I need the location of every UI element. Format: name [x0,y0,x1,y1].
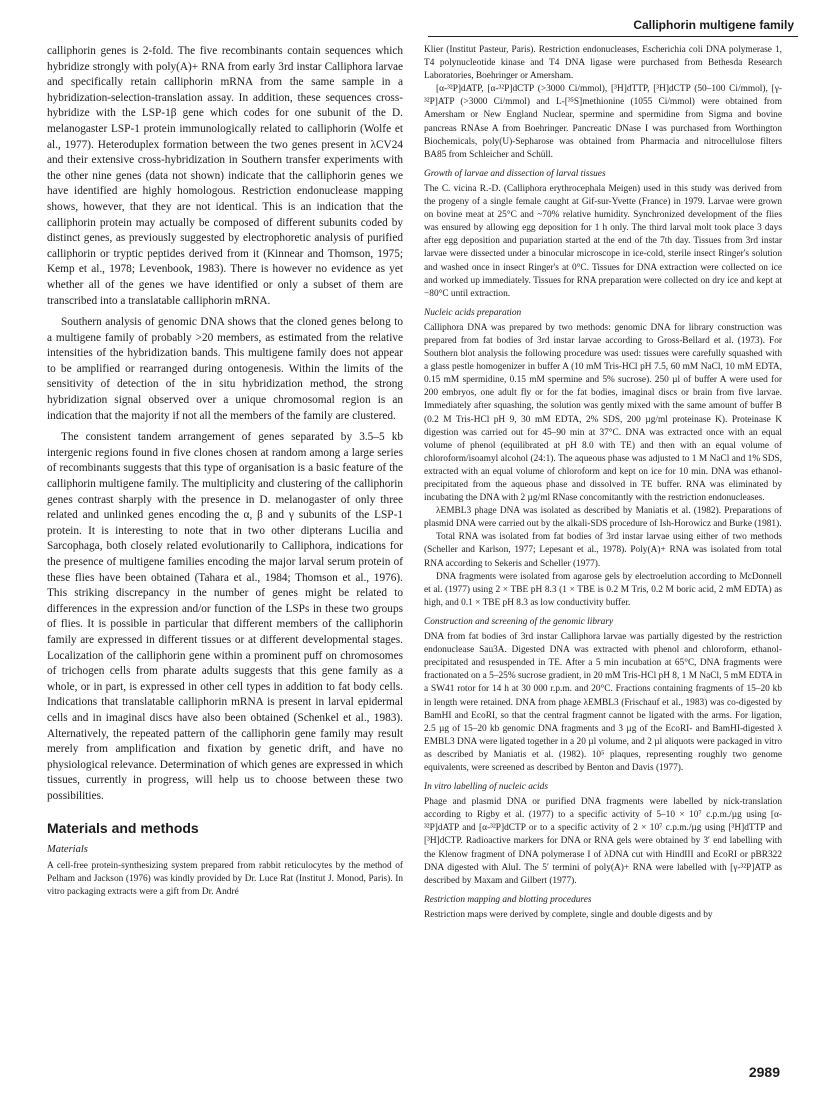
nucleic-paragraph-1: Calliphora DNA was prepared by two methods: genomic DNA for library construction was prepared from fat bodies of 3rd instar larvae according to Gross-Bellard et al. (1973). For Southern blot analysis the following procedure was used: tissues were carefully squashed with a glass pestle homogenizer in buffer A (10 mM Tris-HCl pH 7.5, 60 mM NaCl, 10 mM EDTA, 0.15 mM spermidine, 0.15 mM spermine and 5% sucrose). 250 µl of buffer A were used for 200 embryos, one adult fly or for the fat bodies, imaginal discs or brain from five larvae. Immediately after squashing, the solution was gently mixed with the same amount of buffer B (0.2 M Tris-HCl pH 9, 30 mM EDTA, 2% SDS, 200 µg/ml proteinase K). Proteinase K digestion was carried out for 45–90 min at 37°C. DNA was extracted once with an equal volume of phenol (equilibrated at pH 8.0 with TE) and then with an equal volume of chloroform/isoamyl alcohol (24:1). The aqueous phase was adjusted to 1 M NaCl and 1% SDS, extracted with an equal volume of chloroform and kept on ice for 10 min. DNA was ethanol-precipitated from the aqueous phase and dissolved in TE buffer. RNA was eliminated by incubating the DNA with 2 µg/ml RNase concomitantly with the restriction endonucleases. [424,322,782,504]
header-rule [428,36,798,37]
right-column [424,44,782,922]
left-column [47,44,403,899]
discussion-paragraph-1: calliphorin genes is 2-fold. The five recombinants contain sequences which hybridize strongly with poly(A)+ RNA from early 3rd instar Calliphora larvae and specifically retain calliphorin mRNA from the same sample in a hybridization-selection-translation assay. In addition, these sequences cross-hybridize with the LSP-1β gene which codes for one subunit of the D. melanogaster LSP-1 protein immunologically related to calliphorin (Wolfe et al., 1977). Heteroduplex formation between the two genes present in λCV24 and their extensive cross-hybridization in Southern transfer experiments with the other nine genes (data not shown) indicate that the calliphorin genes we have identified are highly homologous. Restriction endonuclease mapping shows, however, that they are not identical. This is an indication that the calliphorin protein may actually be composed of different subunits coded by distinct genes, as previously suggested by electrophoretic analysis of purified calliphorin or tryptic peptides derived from it (Kinnear and Thomson, 1975; Kemp et al., 1978; Levenbook, 1983). There is however no evidence as yet whether all of the genes we have identified or only a subset of them are transcribed into a translatable calliphorin mRNA. [47,45,403,307]
running-header [0,14,816,38]
nucleic-paragraph-2: λEMBL3 phage DNA was isolated as described by Maniatis et al. (1982). Preparations of plasmid DNA were carried out by the alkali-SDS procedure of Ish-Horowicz and Burke (1981). [424,506,782,530]
materials-radiochemicals: [α-³²P]dATP, [α-³²P]dCTP (>3000 Ci/mmol), [³H]dTTP, [³H]dCTP (50–100 Ci/mmol), [γ-³²P]ATP (>3000 Ci/mmol) and L-[³⁵S]methionine (1055 Ci/mmol) were obtained from Amersham or New England Nuclear, spermine and spermidine from Sigma and bovine pancreas RNAse A from Boehringer. Pancreatic DNase I was purchased from Worthington Biochemicals, poly(U)-Sepharose was obtained from Pharmacia and nitrocellulose filters BA85 from Schleicher and Schüll. [424,84,782,160]
subheading-invitro: In vitro labelling of nucleic acids [424,782,548,793]
restriction-paragraph: Restriction maps were derived by complete, single and double digests and by [424,909,713,920]
construction-paragraph: DNA from fat bodies of 3rd instar Calliphora larvae was partially digested by the restriction endonuclease Sau3A. Digested DNA was extracted with phenol and chloroform, ethanol-precipitated and resuspended in TE. After a 5 min incubation at 65°C, DNA fragments were fractionated on a 5–25% sucrose gradient, in 20 mM Tris-HCl pH 8, 1 M NaCl, 5 mM EDTA in a SW41 rotor for 14 h at 30 000 r.p.m. and 20°C. Fractions containing fragments of 15–20 kb in length were retained. DNA from phage λEMBL3 (Frischauf et al., 1983) was co-digested by BamHI and EcoRI, so that the central fragment cannot be ligated with the arms. For ligation, 2.5 µg of 15–20 kb genomic DNA fragments and 3 µg of the EcoRI- and BamHI-digested λ EMBL3 DNA were ligated together in a 20 µl volume, and 2 µl aliquots were packaged in vitro as described by Maniatis et al. (1982). 10⁵ plaques, representing roughly two genome equivalents, were screened as described by Benton and Davis (1977). [424,632,782,773]
running-title: Calliphorin multigene family [633,18,794,32]
subheading-materials: Materials [47,844,88,856]
discussion-paragraph-3: The consistent tandem arrangement of genes separated by 3.5–5 kb intergenic regions found in five clones chosen at random among a large series of recombinants suggests that this type of organisation is a basic feature of the calliphorin multigene family. The multiplicity and clustering of the calliphorin genes contrast sharply with the presence in D. melanogaster of only three related and unlinked genes encoding the α, β and γ subunits of the LSP-1 protein. It is interesting to note that in two other dipterans Lucilia and Sarcophaga, both closely related evolutionarily to Calliphora, indications for the presence of multigene families encoding the major larval serum protein of these flies have been obtained (Tahara et al., 1984; Thomson et al., 1976). This striking discrepancy in the number of genes might be related to differences in the expression and/or function of the LSPs in these two groups of flies. It is possible in particular that different members of the calliphorin family are expressed in different tissues or at different developmental stages. Localization of the calliphorin gene within a prominent puff on chromosomes of trichogen cells from pharate adults suggests that this gene family as a whole, or in part, is expressed in other cell types in addition to fat body cells. Indications that translatable calliphorin mRNA is present in larval epidermal cells and in imaginal discs have also been obtained (Schenkel et al., 1983). Alternatively, the repeated pattern of the calliphorin gene family may result merely from amplification and fixation by genetic drift, and have no physiological relevance. Determination of which genes are expressed in which tissues, currently in progress, will help us to choose between these two possibilities. [47,431,403,802]
section-heading-materials-methods: Materials and methods [47,819,199,836]
growth-paragraph: The C. vicina R.-D. (Calliphora erythrocephala Meigen) used in this study was derived from the progeny of a single female caught at Gif-sur-Yvette (France) in 1979. Larvae were grown on bovine meat at 25°C and ~70% relative humidity. Synchronized development of the flies was ensured by allowing egg deposition for 1 h only. The third larval molt took place 3 days after egg deposition and pupariation started at the end of the 7th day. Tissues from 3rd instar larvae were dissected under a binocular microscope in ice-cold, sterile insect Ringer's solution and washed once in insect Ringer's at 0°C. Tissues for DNA extraction were collected on ice and worked up immediately. Tissues for RNA preparation were collected on dry ice and kept at −80°C until extraction. [424,183,782,299]
materials-continued: Klier (Institut Pasteur, Paris). Restriction endonucleases, Escherichia coli DNA polymerase 1, T4 polynucleotide kinase and T4 DNA ligase were purchased from Bethesda Research Laboratories, Boehringer or Amersham. [424,45,782,82]
invitro-paragraph: Phage and plasmid DNA or purified DNA fragments were labelled by nick-translation according to Rigby et al. (1977) to a specific activity of 5–10 × 10⁷ c.p.m./µg using [α-³²P]dATP and [α-³²P]dCTP or to a specific activity of 2 × 10⁷ c.p.m./µg using [³H]dTTP and [³H]dCTP. Radioactive markers for DNA or RNA gels were obtained by 3′ end labelling with the Klenow fragment of DNA polymerase I of λDNA cut with HindIII and EcoRI or pBR322 DNA digested with AluI. The 5′ termini of poly(A)+ RNA were labelled with [γ-³²P]ATP as described by Maxam and Gilbert (1977). [424,797,782,886]
subheading-construction: Construction and screening of the genomic library [424,616,614,627]
materials-paragraph: A cell-free protein-synthesizing system prepared from rabbit reticulocytes by the method of Pelham and Jackson (1976) was kindly provided by Dr. Luce Rat (Institut J. Monod, Paris). In vitro packaging extracts were a gift from Dr. André [47,860,403,897]
page-number: 2989 [748,1064,780,1080]
subheading-restriction: Restriction mapping and blotting procedures [424,894,592,905]
subheading-nucleic: Nucleic acids preparation [424,307,522,318]
discussion-paragraph-2: Southern analysis of genomic DNA shows that the cloned genes belong to a multigene family of probably >20 members, as estimated from the relative intensities of the hybridization bands. This multigene family does not appear to be amplified or rearranged during ontogenesis. Within the limits of the sensitivity of detection of the in situ hybridization method, the strong hybridization signal observed over a unique chromosomal region is an indication that the majority if not all the members of the family are clustered. [47,316,403,422]
nucleic-paragraph-3: Total RNA was isolated from fat bodies of 3rd instar larvae using either of two methods (Scheller and Karlson, 1977; Lepesant et al., 1978). Poly(A)+ RNA was isolated from total RNA according to Sekeris and Scheller (1977). [424,532,782,569]
subheading-growth: Growth of larvae and dissection of larval tissues [424,168,606,179]
nucleic-paragraph-4: DNA fragments were isolated from agarose gels by electroelution according to McDonnell et al. (1977) using 2 × TBE pH 8.3 (1 × TBE is 0.2 M Tris, 0.2 M boric acid, 2 mM EDTA) as high, and 0.1 × TBE pH 8.3 as low conductivity buffer. [424,571,782,608]
